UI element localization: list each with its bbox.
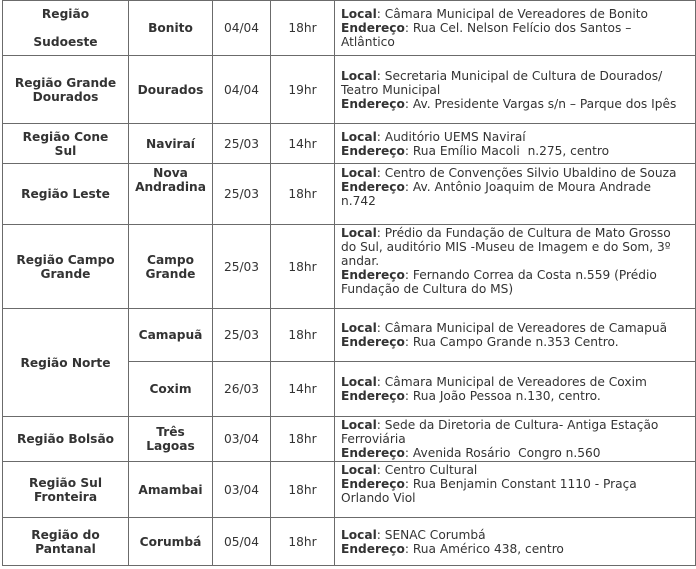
endereco-label: Endereço xyxy=(341,335,405,349)
local-label: Local xyxy=(341,7,377,21)
time-cell: 19hr xyxy=(271,56,335,124)
region-cell: Região Grande Dourados xyxy=(3,56,129,124)
endereco-value: : Rua Cel. Nelson Felício dos Santos – Atlântico xyxy=(341,21,632,49)
region-cell: Região Cone Sul xyxy=(3,124,129,164)
time-cell: 14hr xyxy=(271,124,335,164)
endereco-label: Endereço xyxy=(341,389,405,403)
local-label: Local xyxy=(341,463,377,477)
local-value: : Centro de Convenções Silvio Ubaldino de Souza xyxy=(376,166,677,180)
schedule-table xyxy=(2,0,696,566)
date-cell: 05/04 xyxy=(213,518,271,566)
date-cell: 25/03 xyxy=(213,124,271,164)
local-label: Local xyxy=(341,321,377,335)
city-cell: Campo Grande xyxy=(129,225,213,309)
date-cell: 04/04 xyxy=(213,1,271,56)
endereco-value: : Rua Campo Grande n.353 Centro. xyxy=(404,335,619,349)
endereco-label: Endereço xyxy=(341,180,405,194)
local-value: : Auditório UEMS Naviraí xyxy=(376,129,526,144)
endereco-label: Endereço xyxy=(341,21,405,35)
city-cell: Amambai xyxy=(129,462,213,518)
table-row xyxy=(3,164,696,225)
date-cell: 04/04 xyxy=(213,56,271,124)
venue-cell xyxy=(335,362,696,417)
region-cell: Região Leste xyxy=(3,164,129,225)
local-value: : Prédio da Fundação de Cultura de Mato Grosso do Sul, auditório MIS -Museu de Imagem e do Som, 3º andar. xyxy=(341,226,671,268)
local-value: : Centro Cultural xyxy=(376,463,478,477)
region-cell: Região Sudoeste xyxy=(3,1,129,56)
endereco-label: Endereço xyxy=(341,446,405,460)
table-row xyxy=(3,225,696,309)
city-cell: Camapuã xyxy=(129,309,213,362)
local-value: : Câmara Municipal de Vereadores de Camapuã xyxy=(376,321,668,335)
time-cell: 18hr xyxy=(271,225,335,309)
city-cell: Naviraí xyxy=(129,124,213,164)
local-label: Local xyxy=(341,418,377,432)
venue-cell xyxy=(335,462,696,518)
local-value: : Câmara Municipal de Vereadores de Coxim xyxy=(376,375,647,389)
city-cell: Bonito xyxy=(129,1,213,56)
endereco-label: Endereço xyxy=(341,143,405,158)
venue-cell xyxy=(335,309,696,362)
endereco-value: : Rua Emílio Macoli n.275, centro xyxy=(404,143,610,158)
region-cell: Região Sul Fronteira xyxy=(3,462,129,518)
table-row xyxy=(3,309,696,362)
endereco-value: : Avenida Rosário Congro n.560 xyxy=(404,446,601,460)
local-label: Local xyxy=(341,166,377,180)
table-row xyxy=(3,1,696,56)
venue-cell xyxy=(335,164,696,225)
region-cell: Região Campo Grande xyxy=(3,225,129,309)
endereco-label: Endereço xyxy=(341,96,405,111)
table-row xyxy=(3,417,696,462)
time-cell: 14hr xyxy=(271,362,335,417)
endereco-value: : Av. Antônio Joaquim de Moura Andrade n.742 xyxy=(341,180,652,208)
table-row xyxy=(3,124,696,164)
time-cell: 18hr xyxy=(271,518,335,566)
table-row xyxy=(3,518,696,566)
local-label: Local xyxy=(341,375,377,389)
endereco-value: : Av. Presidente Vargas s/n – Parque dos Ipês xyxy=(404,96,677,111)
region-cell: Região do Pantanal xyxy=(3,518,129,566)
venue-cell xyxy=(335,518,696,566)
local-label: Local xyxy=(341,129,377,144)
city-cell: Nova Andradina xyxy=(129,164,213,225)
date-cell: 03/04 xyxy=(213,462,271,518)
city-cell: Corumbá xyxy=(129,518,213,566)
venue-cell xyxy=(335,56,696,124)
table-row xyxy=(3,462,696,518)
venue-cell xyxy=(335,417,696,462)
endereco-value: : Rua João Pessoa n.130, centro. xyxy=(404,389,601,403)
endereco-value: : Rua Benjamin Constant 1110 - Praça Orlando Viol xyxy=(341,477,637,505)
endereco-value: : Rua Américo 438, centro xyxy=(404,541,564,556)
endereco-label: Endereço xyxy=(341,268,405,282)
region-cell: Região Bolsão xyxy=(3,417,129,462)
local-label: Local xyxy=(341,226,377,240)
time-cell: 18hr xyxy=(271,462,335,518)
time-cell: 18hr xyxy=(271,417,335,462)
local-label: Local xyxy=(341,68,377,83)
local-label: Local xyxy=(341,527,377,542)
city-cell: Coxim xyxy=(129,362,213,417)
date-cell: 25/03 xyxy=(213,225,271,309)
venue-cell xyxy=(335,124,696,164)
region-cell: Região Norte xyxy=(3,309,129,417)
venue-cell xyxy=(335,1,696,56)
endereco-label: Endereço xyxy=(341,541,405,556)
table-row xyxy=(3,56,696,124)
date-cell: 26/03 xyxy=(213,362,271,417)
time-cell: 18hr xyxy=(271,1,335,56)
local-value: : Secretaria Municipal de Cultura de Dourados/ Teatro Municipal xyxy=(341,68,663,97)
city-cell: Dourados xyxy=(129,56,213,124)
date-cell: 25/03 xyxy=(213,164,271,225)
local-value: : SENAC Corumbá xyxy=(376,527,486,542)
endereco-label: Endereço xyxy=(341,477,405,491)
venue-cell xyxy=(335,225,696,309)
time-cell: 18hr xyxy=(271,309,335,362)
date-cell: 03/04 xyxy=(213,417,271,462)
date-cell: 25/03 xyxy=(213,309,271,362)
local-value: : Sede da Diretoria de Cultura- Antiga Estação Ferroviária xyxy=(341,418,659,446)
time-cell: 18hr xyxy=(271,164,335,225)
city-cell: Três Lagoas xyxy=(129,417,213,462)
local-value: : Câmara Municipal de Vereadores de Bonito xyxy=(376,7,648,21)
endereco-value: : Fernando Correa da Costa n.559 (Prédio Fundação de Cultura do MS) xyxy=(341,268,657,296)
